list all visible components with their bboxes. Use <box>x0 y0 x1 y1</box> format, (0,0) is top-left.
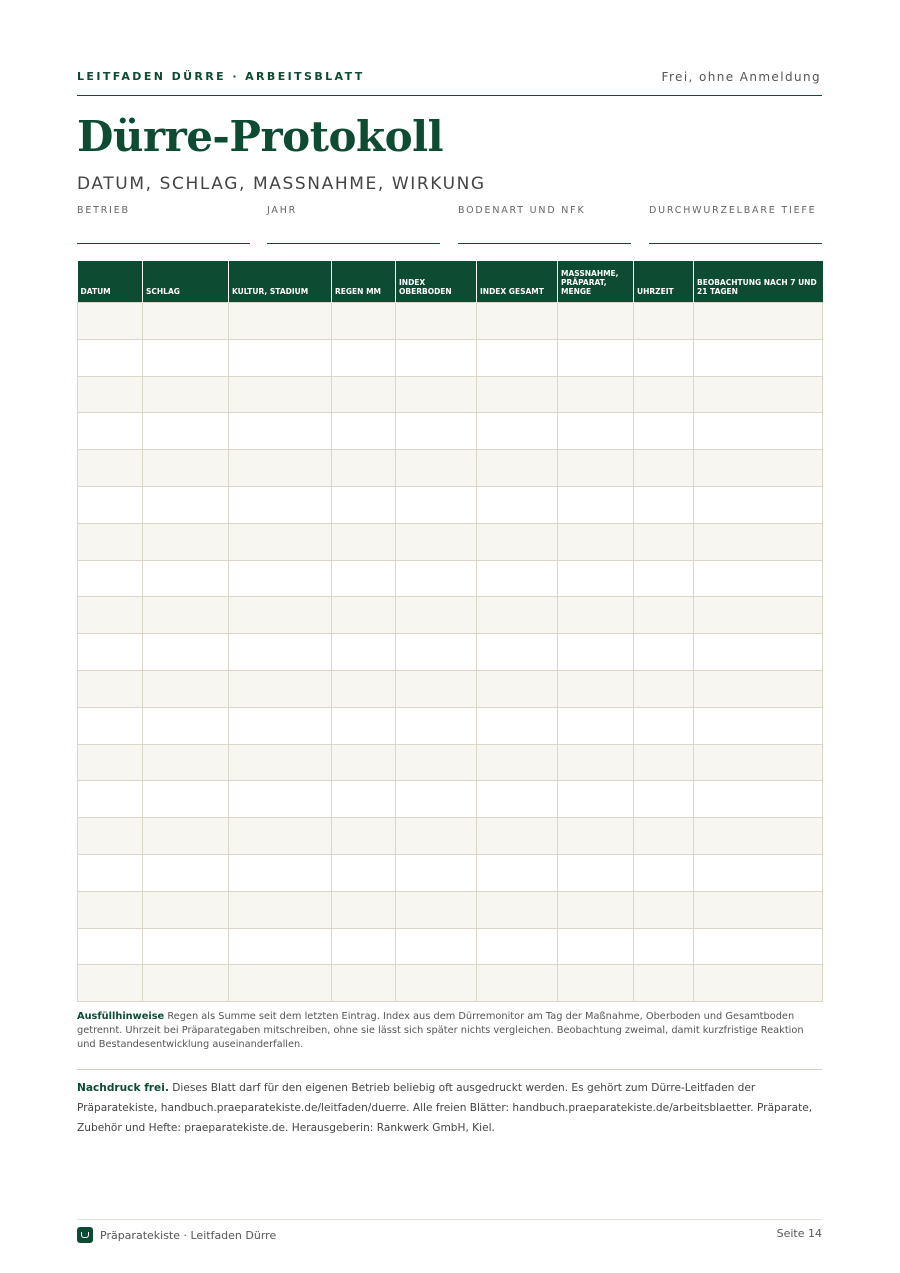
table-cell[interactable] <box>477 818 558 855</box>
table-cell[interactable] <box>558 744 634 781</box>
column-header-datum: DATUM <box>78 261 143 303</box>
table-cell[interactable] <box>78 523 143 560</box>
table-cell[interactable] <box>143 413 229 450</box>
table-row <box>78 597 823 634</box>
table-cell[interactable] <box>143 670 229 707</box>
table-cell[interactable] <box>332 486 396 523</box>
fill-in-hints <box>77 1010 822 1052</box>
table-cell[interactable] <box>229 450 332 487</box>
table-cell[interactable] <box>78 744 143 781</box>
table-cell[interactable] <box>477 413 558 450</box>
table-cell[interactable] <box>558 928 634 965</box>
table-cell[interactable] <box>477 634 558 671</box>
table-cell[interactable] <box>78 560 143 597</box>
footer-rule <box>77 1219 822 1220</box>
hints-label: Ausfüllhinweise <box>77 1011 165 1022</box>
table-cell[interactable] <box>332 413 396 450</box>
table-cell[interactable] <box>229 597 332 634</box>
table-row <box>78 670 823 707</box>
table-cell[interactable] <box>143 818 229 855</box>
header-right: Frei, ohne Anmeldung <box>661 70 821 84</box>
table-cell[interactable] <box>78 303 143 340</box>
column-header-uhrzeit: UHRZEIT <box>634 261 694 303</box>
table-cell[interactable] <box>143 781 229 818</box>
table-cell[interactable] <box>634 413 694 450</box>
table-row <box>78 376 823 413</box>
table-cell[interactable] <box>694 781 823 818</box>
table-cell[interactable] <box>396 781 477 818</box>
table-cell[interactable] <box>396 707 477 744</box>
table-cell[interactable] <box>229 523 332 560</box>
table-cell[interactable] <box>143 523 229 560</box>
table-cell[interactable] <box>477 303 558 340</box>
reprint-text: Dieses Blatt darf für den eigenen Betrieb beliebig oft ausgedruckt werden. Es gehört zum Dürre-Leitfaden der Präparatekiste, handbuch.praeparatekiste.de/leitfaden/duerre. Alle freien Blätter: handbuch.praeparatekiste.de/arbeitsblaetter. Präparate, Zubehör und Hefte: praeparatekiste.de. Herausgeberin: Rankwerk GmbH, Kiel. <box>77 1082 813 1134</box>
table-cell[interactable] <box>694 891 823 928</box>
page-title: Dürre-Protokoll <box>77 112 444 161</box>
column-header-beobachtung: BEOBACHTUNG NACH 7 UND 21 TAGEN <box>694 261 823 303</box>
table-row <box>78 413 823 450</box>
table-cell[interactable] <box>634 597 694 634</box>
table-cell[interactable] <box>396 450 477 487</box>
table-cell[interactable] <box>78 597 143 634</box>
field-line <box>77 243 250 244</box>
table-cell[interactable] <box>78 413 143 450</box>
table-row <box>78 928 823 965</box>
table-cell[interactable] <box>477 450 558 487</box>
table-cell[interactable] <box>229 634 332 671</box>
table-cell[interactable] <box>396 965 477 1002</box>
table-cell[interactable] <box>332 965 396 1002</box>
table-cell[interactable] <box>477 744 558 781</box>
column-header-kultur: KULTUR, STADIUM <box>229 261 332 303</box>
table-cell[interactable] <box>143 965 229 1002</box>
table-cell[interactable] <box>634 670 694 707</box>
table-cell[interactable] <box>78 781 143 818</box>
column-header-schlag: SCHLAG <box>143 261 229 303</box>
table-cell[interactable] <box>477 376 558 413</box>
table-cell[interactable] <box>477 670 558 707</box>
table-cell[interactable] <box>694 854 823 891</box>
table-row <box>78 303 823 340</box>
table-cell[interactable] <box>332 523 396 560</box>
table-cell[interactable] <box>477 486 558 523</box>
table-cell[interactable] <box>694 560 823 597</box>
table-cell[interactable] <box>634 523 694 560</box>
table-cell[interactable] <box>332 818 396 855</box>
table-cell[interactable] <box>396 854 477 891</box>
table-cell[interactable] <box>143 891 229 928</box>
page-number: Seite 14 <box>776 1227 822 1240</box>
table-cell[interactable] <box>558 339 634 376</box>
table-cell[interactable] <box>634 891 694 928</box>
table-cell[interactable] <box>694 523 823 560</box>
table-cell[interactable] <box>634 854 694 891</box>
table-cell[interactable] <box>396 560 477 597</box>
hints-text: Regen als Summe seit dem letzten Eintrag. Index aus dem Dürremonitor am Tag der Maßnahme, Oberboden und Gesamtboden getrennt. Uhrzeit bei Präparategaben mitschreiben, ohne sie lässt sich später nichts vergleichen. Beobachtung zweimal, damit kurzfristige Reaktion und Bestandesentwicklung auseinanderfallen. <box>77 1011 804 1050</box>
table-cell[interactable] <box>78 339 143 376</box>
table-cell[interactable] <box>143 634 229 671</box>
table-header-row <box>78 261 823 303</box>
table-cell[interactable] <box>477 339 558 376</box>
table-cell[interactable] <box>396 376 477 413</box>
table-cell[interactable] <box>396 634 477 671</box>
table-cell[interactable] <box>558 707 634 744</box>
table-cell[interactable] <box>332 707 396 744</box>
table-row <box>78 854 823 891</box>
table-cell[interactable] <box>694 303 823 340</box>
field-label: DURCHWURZELBARE TIEFE <box>649 205 817 216</box>
field-jahr[interactable] <box>267 205 440 216</box>
table-cell[interactable] <box>143 376 229 413</box>
table-cell[interactable] <box>396 670 477 707</box>
table-cell[interactable] <box>78 891 143 928</box>
table-cell[interactable] <box>229 670 332 707</box>
table-cell[interactable] <box>332 744 396 781</box>
field-line <box>458 243 631 244</box>
table-cell[interactable] <box>396 597 477 634</box>
table-cell[interactable] <box>558 597 634 634</box>
table-cell[interactable] <box>229 303 332 340</box>
table-cell[interactable] <box>332 450 396 487</box>
table-cell[interactable] <box>558 670 634 707</box>
table-cell[interactable] <box>634 376 694 413</box>
table-cell[interactable] <box>78 376 143 413</box>
table-cell[interactable] <box>634 560 694 597</box>
field-line <box>649 243 822 244</box>
table-cell[interactable] <box>558 560 634 597</box>
table-cell[interactable] <box>694 597 823 634</box>
table-cell[interactable] <box>78 854 143 891</box>
table-cell[interactable] <box>229 854 332 891</box>
table-cell[interactable] <box>332 670 396 707</box>
table-cell[interactable] <box>694 965 823 1002</box>
field-tiefe[interactable] <box>649 205 822 216</box>
table-row <box>78 634 823 671</box>
table-row <box>78 965 823 1002</box>
table-cell[interactable] <box>477 597 558 634</box>
field-bodenart[interactable] <box>458 205 631 216</box>
table-cell[interactable] <box>229 486 332 523</box>
table-cell[interactable] <box>78 965 143 1002</box>
table-cell[interactable] <box>396 523 477 560</box>
table-cell[interactable] <box>694 818 823 855</box>
table-cell[interactable] <box>477 854 558 891</box>
column-header-index-oberboden: INDEX OBERBODEN <box>396 261 477 303</box>
table-cell[interactable] <box>229 781 332 818</box>
table-cell[interactable] <box>143 560 229 597</box>
table-cell[interactable] <box>143 303 229 340</box>
table-cell[interactable] <box>477 891 558 928</box>
table-cell[interactable] <box>634 450 694 487</box>
table-cell[interactable] <box>694 707 823 744</box>
table-cell[interactable] <box>332 634 396 671</box>
table-cell[interactable] <box>143 339 229 376</box>
protocol-table <box>77 261 823 1002</box>
table-cell[interactable] <box>694 450 823 487</box>
reprint-note <box>77 1078 822 1138</box>
table-cell[interactable] <box>229 965 332 1002</box>
table-cell[interactable] <box>634 928 694 965</box>
table-cell[interactable] <box>396 818 477 855</box>
table-cell[interactable] <box>396 339 477 376</box>
table-cell[interactable] <box>558 413 634 450</box>
column-header-massnahme: MASSNAHME, PRÄPARAT, MENGE <box>558 261 634 303</box>
table-cell[interactable] <box>558 965 634 1002</box>
table-cell[interactable] <box>694 339 823 376</box>
table-cell[interactable] <box>558 450 634 487</box>
table-cell[interactable] <box>477 781 558 818</box>
table-row <box>78 486 823 523</box>
table-row <box>78 450 823 487</box>
table-row <box>78 781 823 818</box>
table-cell[interactable] <box>229 928 332 965</box>
table-cell[interactable] <box>634 707 694 744</box>
table-row <box>78 891 823 928</box>
table-cell[interactable] <box>143 928 229 965</box>
table-cell[interactable] <box>558 303 634 340</box>
column-header-regen: REGEN MM <box>332 261 396 303</box>
table-cell[interactable] <box>477 928 558 965</box>
table-cell[interactable] <box>143 707 229 744</box>
table-row <box>78 744 823 781</box>
table-cell[interactable] <box>634 965 694 1002</box>
table-cell[interactable] <box>229 339 332 376</box>
table-cell[interactable] <box>143 450 229 487</box>
table-cell[interactable] <box>143 597 229 634</box>
table-cell[interactable] <box>332 339 396 376</box>
field-betrieb[interactable] <box>77 205 250 216</box>
table-cell[interactable] <box>634 781 694 818</box>
table-cell[interactable] <box>694 413 823 450</box>
table-cell[interactable] <box>634 486 694 523</box>
table-cell[interactable] <box>558 486 634 523</box>
field-label: JAHR <box>267 205 298 216</box>
table-cell[interactable] <box>634 634 694 671</box>
table-cell[interactable] <box>143 744 229 781</box>
table-cell[interactable] <box>634 744 694 781</box>
table-row <box>78 339 823 376</box>
table-cell[interactable] <box>332 303 396 340</box>
table-cell[interactable] <box>694 634 823 671</box>
table-cell[interactable] <box>558 891 634 928</box>
table-cell[interactable] <box>558 854 634 891</box>
table-cell[interactable] <box>694 486 823 523</box>
table-cell[interactable] <box>332 781 396 818</box>
field-label: BODENART UND NFK <box>458 205 586 216</box>
field-line <box>267 243 440 244</box>
table-row <box>78 560 823 597</box>
footer-left-text: Präparatekiste · Leitfaden Dürre <box>100 1228 277 1242</box>
table-cell[interactable] <box>634 339 694 376</box>
table-cell[interactable] <box>396 486 477 523</box>
table-cell[interactable] <box>78 707 143 744</box>
table-cell[interactable] <box>143 486 229 523</box>
table-cell[interactable] <box>332 928 396 965</box>
table-cell[interactable] <box>396 303 477 340</box>
table-cell[interactable] <box>143 854 229 891</box>
page-subtitle: DATUM, SCHLAG, MASSNAHME, WIRKUNG <box>77 174 486 194</box>
table-row <box>78 523 823 560</box>
column-header-index-gesamt: INDEX GESAMT <box>477 261 558 303</box>
table-cell[interactable] <box>396 928 477 965</box>
table-cell[interactable] <box>332 597 396 634</box>
table-cell[interactable] <box>694 376 823 413</box>
table-cell[interactable] <box>477 965 558 1002</box>
table-cell[interactable] <box>694 744 823 781</box>
table-cell[interactable] <box>78 818 143 855</box>
table-cell[interactable] <box>78 450 143 487</box>
table-cell[interactable] <box>694 928 823 965</box>
footer-left <box>77 1227 276 1243</box>
table-cell[interactable] <box>78 670 143 707</box>
table-cell[interactable] <box>332 891 396 928</box>
table-cell[interactable] <box>332 560 396 597</box>
table-cell[interactable] <box>558 523 634 560</box>
table-cell[interactable] <box>396 891 477 928</box>
table-cell[interactable] <box>477 560 558 597</box>
table-cell[interactable] <box>396 413 477 450</box>
table-cell[interactable] <box>558 818 634 855</box>
table-cell[interactable] <box>229 818 332 855</box>
header-rule <box>77 95 822 96</box>
table-cell[interactable] <box>694 670 823 707</box>
table-cell[interactable] <box>229 891 332 928</box>
table-cell[interactable] <box>558 781 634 818</box>
table-cell[interactable] <box>229 707 332 744</box>
table-cell[interactable] <box>229 744 332 781</box>
reprint-label: Nachdruck frei. <box>77 1082 169 1094</box>
table-cell[interactable] <box>78 634 143 671</box>
field-label: BETRIEB <box>77 205 130 216</box>
table-cell[interactable] <box>229 413 332 450</box>
table-cell[interactable] <box>229 376 332 413</box>
table-cell[interactable] <box>477 523 558 560</box>
table-cell[interactable] <box>558 634 634 671</box>
table-cell[interactable] <box>634 303 694 340</box>
header-left: LEITFADEN DÜRRE · ARBEITSBLATT <box>77 70 365 83</box>
table-cell[interactable] <box>332 376 396 413</box>
table-row <box>78 818 823 855</box>
table-row <box>78 707 823 744</box>
praeparatekiste-logo-icon <box>77 1227 93 1243</box>
table-cell[interactable] <box>558 376 634 413</box>
table-cell[interactable] <box>332 854 396 891</box>
table-cell[interactable] <box>396 744 477 781</box>
table-cell[interactable] <box>78 928 143 965</box>
table-cell[interactable] <box>229 560 332 597</box>
table-cell[interactable] <box>634 818 694 855</box>
table-cell[interactable] <box>78 486 143 523</box>
divider <box>77 1069 822 1070</box>
table-cell[interactable] <box>477 707 558 744</box>
